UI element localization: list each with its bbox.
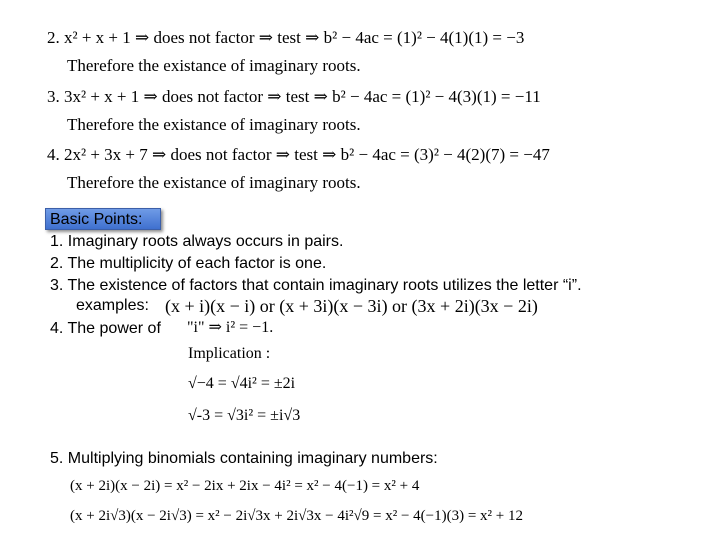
basic-points-badge: Basic Points:: [45, 208, 161, 230]
power-math: "i" ⇒ i² = −1.: [187, 319, 274, 336]
examples-label: examples:: [76, 297, 149, 314]
multiplying-title: 5. Multiplying binomials containing imaginary numbers:: [50, 450, 438, 467]
example-4-equation: 4. 2x² + 3x + 7 ⇒ does not factor ⇒ test ⇒ b² − 4ac = (3)² − 4(2)(7) = −47: [47, 145, 550, 164]
multiplying-line-2: (x + 2i√3)(x − 2i√3) = x² − 2i√3x + 2i√3x − 4i²√9 = x² − 4(−1)(3) = x² + 12: [70, 508, 524, 524]
example-4-conclusion: Therefore the existance of imaginary roots.: [67, 173, 361, 192]
basic-point-3: 3. The existence of factors that contain imaginary roots utilizes the letter “i”.: [50, 277, 582, 294]
basic-point-2: 2. The multiplicity of each factor is one.: [50, 255, 327, 272]
example-3-equation: 3. 3x² + x + 1 ⇒ does not factor ⇒ test ⇒ b² − 4ac = (1)² − 4(3)(1) = −11: [47, 87, 541, 106]
implication-label: Implication :: [188, 345, 271, 362]
multiplying-line-1: (x + 2i)(x − 2i) = x² − 2ix + 2ix − 4i² = x² − 4(−1) = x² + 4: [70, 478, 420, 494]
power-label: 4. The power of: [50, 320, 161, 337]
basic-point-1: 1. Imaginary roots always occurs in pairs.: [50, 233, 344, 250]
example-3-conclusion: Therefore the existance of imaginary roots.: [67, 115, 361, 134]
example-2-equation: 2. x² + x + 1 ⇒ does not factor ⇒ test ⇒ b² − 4ac = (1)² − 4(1)(1) = −3: [47, 28, 525, 47]
implication-2: √-3 = √3i² = ±i√3: [188, 407, 301, 424]
example-2-conclusion: Therefore the existance of imaginary roots.: [67, 56, 361, 75]
examples-math: (x + i)(x − i) or (x + 3i)(x − 3i) or (3x + 2i)(3x − 2i): [165, 296, 538, 316]
implication-1: √−4 = √4i² = ±2i: [188, 375, 296, 392]
